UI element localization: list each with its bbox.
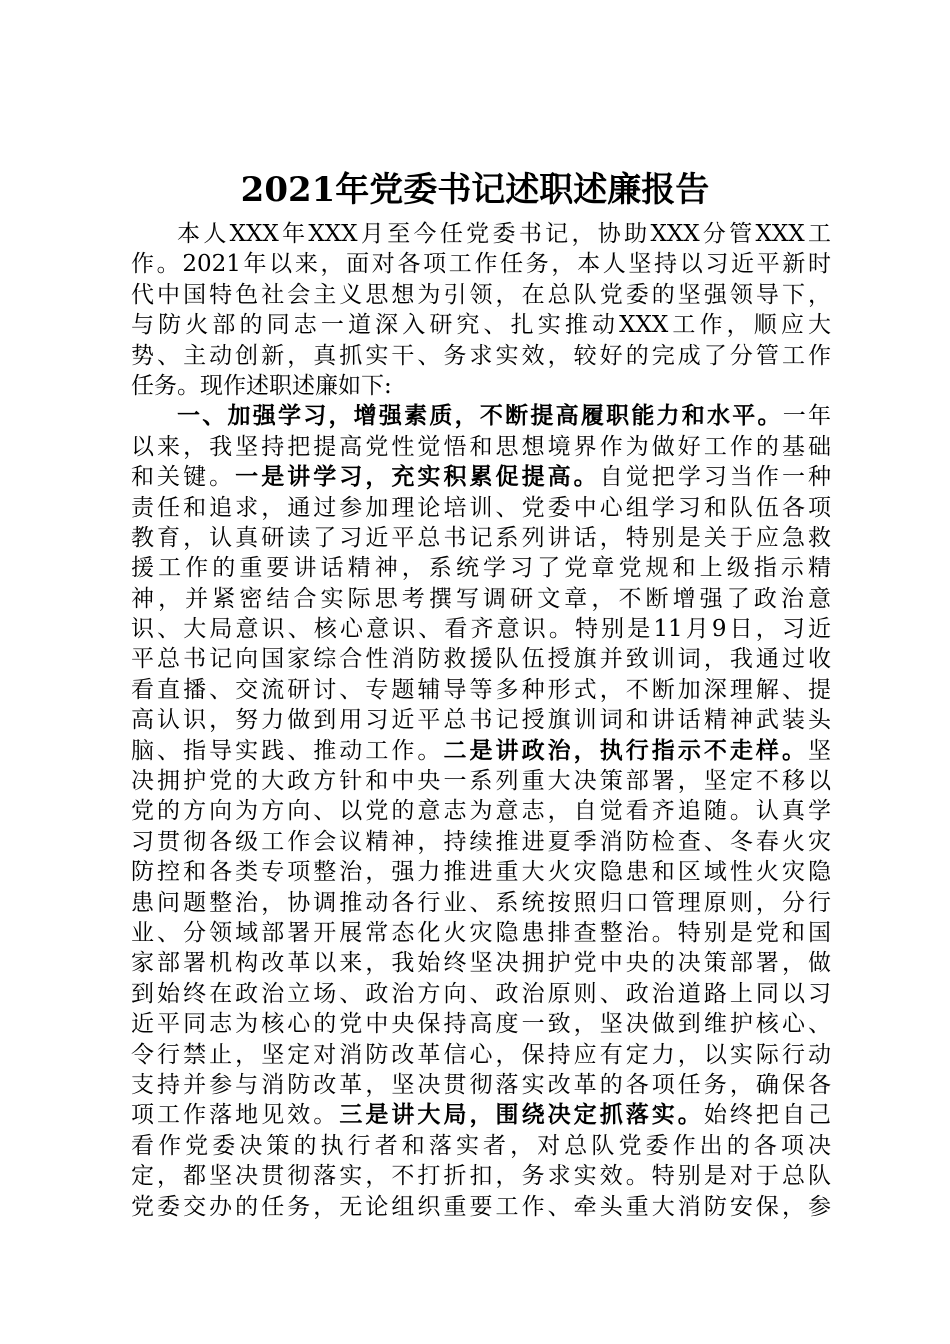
body-text: 一年	[782, 403, 831, 430]
text-line	[131, 827, 831, 857]
body-text: 坚	[808, 737, 831, 764]
body-text: 责任和追求，通过参加理论培训、党委中心组学习和队伍各项	[131, 494, 831, 521]
text-line	[131, 249, 831, 279]
text-line	[131, 1131, 831, 1161]
text-line	[131, 888, 831, 918]
body-text: 定，都坚决贯彻落实，不打折扣，务求实效。特别是对于总队	[131, 1163, 831, 1190]
bold-heading-text: 二是讲政治，执行指示不走样。	[443, 736, 809, 764]
document-body	[131, 219, 831, 1222]
body-text: 家部署机构改革以来，我始终坚决拥护党中央的决策部署，做	[131, 950, 831, 977]
body-text: 看直播、交流研讨、专题辅导等多种形式，不断加深理解、提	[131, 676, 831, 703]
body-text: 神，并紧密结合实际思考撰写调研文章，不断增强了政治意	[131, 585, 831, 612]
text-line	[131, 979, 831, 1009]
body-text: 习贯彻各级工作会议精神，持续推进夏季消防检查、冬春火灾	[131, 828, 831, 855]
text-line	[131, 310, 831, 340]
text-line	[131, 401, 831, 431]
text-line	[131, 736, 831, 766]
text-line	[131, 948, 831, 978]
text-line	[131, 523, 831, 553]
text-line	[131, 644, 831, 674]
body-text: 本人XXX年XXX月至今任党委书记，协助XXX分管XXX工	[177, 221, 831, 247]
bold-heading-text: 一是讲学习，充实积累促提高。	[235, 463, 600, 491]
body-text: 支持并参与消防改革，坚决贯彻落实改革的各项任务，确保各	[131, 1071, 831, 1098]
body-text: 脑、指导实践、推动工作。	[131, 737, 444, 764]
text-line	[131, 1070, 831, 1100]
text-line	[131, 1161, 831, 1191]
body-text: 业、分领域部署开展常态化火灾隐患排查整治。特别是党和国	[131, 919, 831, 946]
text-line	[131, 1040, 831, 1070]
body-text: 教育，认真研读了习近平总书记系列讲话，特别是关于应急救	[131, 524, 831, 551]
document-title: 2021年党委书记述职述廉报告	[240, 170, 710, 210]
text-line	[131, 462, 831, 492]
body-text: 识、大局意识、核心意识、看齐意识。特别是11月9日，习近	[131, 616, 831, 643]
bold-heading-text: 三是讲大局，围绕决定抓落实。	[339, 1101, 704, 1129]
body-text: 援工作的重要讲话精神，系统学习了党章党规和上级指示精	[131, 555, 831, 582]
body-text: 始终把自己	[703, 1102, 831, 1129]
body-text: 平总书记向国家综合性消防救援队伍授旗并致训词，我通过收	[131, 646, 831, 673]
text-line	[131, 371, 831, 401]
body-text: 作。2021年以来，面对各项工作任务，本人坚持以习近平新时	[131, 251, 831, 278]
text-line	[131, 553, 831, 583]
text-line	[131, 857, 831, 887]
text-line	[131, 675, 831, 705]
bold-heading-text: 一、加强学习，增强素质，不断提高履职能力和水平。	[177, 402, 783, 430]
body-text: 令行禁止，坚定对消防改革信心，保持应有定力，以实际行动	[131, 1041, 831, 1068]
body-text: 项工作落地见效。	[131, 1102, 340, 1129]
body-text: 党的方向为方向、以党的意志为意志，自觉看齐追随。认真学	[131, 798, 831, 825]
body-text: 和关键。	[131, 464, 236, 491]
text-line	[131, 614, 831, 644]
text-line	[131, 219, 831, 249]
body-text: 任务。现作述职述廉如下:	[131, 372, 392, 399]
text-line	[131, 796, 831, 826]
body-text: 到始终在政治立场、政治方向、政治原则、政治道路上同以习	[131, 980, 831, 1007]
text-line	[131, 918, 831, 948]
body-text: 近平同志为核心的党中央保持高度一致，坚决做到维护核心、	[131, 1011, 831, 1038]
text-line	[131, 341, 831, 371]
text-line	[131, 1100, 831, 1130]
text-line	[131, 1192, 831, 1222]
body-text: 决拥护党的大政方针和中央一系列重大决策部署，坚定不移以	[131, 768, 831, 795]
body-text: 自觉把学习当作一种	[599, 464, 831, 491]
text-line	[131, 280, 831, 310]
body-text: 代中国特色社会主义思想为引领，在总队党委的坚强领导下，	[131, 281, 831, 308]
body-text: 党委交办的任务，无论组织重要工作、牵头重大消防安保，参	[131, 1193, 831, 1220]
text-line	[131, 584, 831, 614]
body-text: 势、主动创新，真抓实干、务求实效，较好的完成了分管工作	[131, 342, 831, 369]
body-text: 防控和各类专项整治，强力推进重大火灾隐患和区域性火灾隐	[131, 859, 831, 886]
text-line	[131, 432, 831, 462]
body-text: 以来，我坚持把提高党性觉悟和思想境界作为做好工作的基础	[131, 433, 831, 460]
body-text: 与防火部的同志一道深入研究、扎实推动XXX工作，顺应大	[131, 312, 831, 339]
body-text: 患问题整治，协调推动各行业、系统按照归口管理原则，分行	[131, 889, 831, 916]
text-line	[131, 766, 831, 796]
text-line	[131, 493, 831, 523]
text-line	[131, 1009, 831, 1039]
text-line	[131, 705, 831, 735]
body-text: 高认识，努力做到用习近平总书记授旗训词和讲话精神武装头	[131, 707, 831, 734]
body-text: 看作党委决策的执行者和落实者，对总队党委作出的各项决	[131, 1132, 831, 1159]
